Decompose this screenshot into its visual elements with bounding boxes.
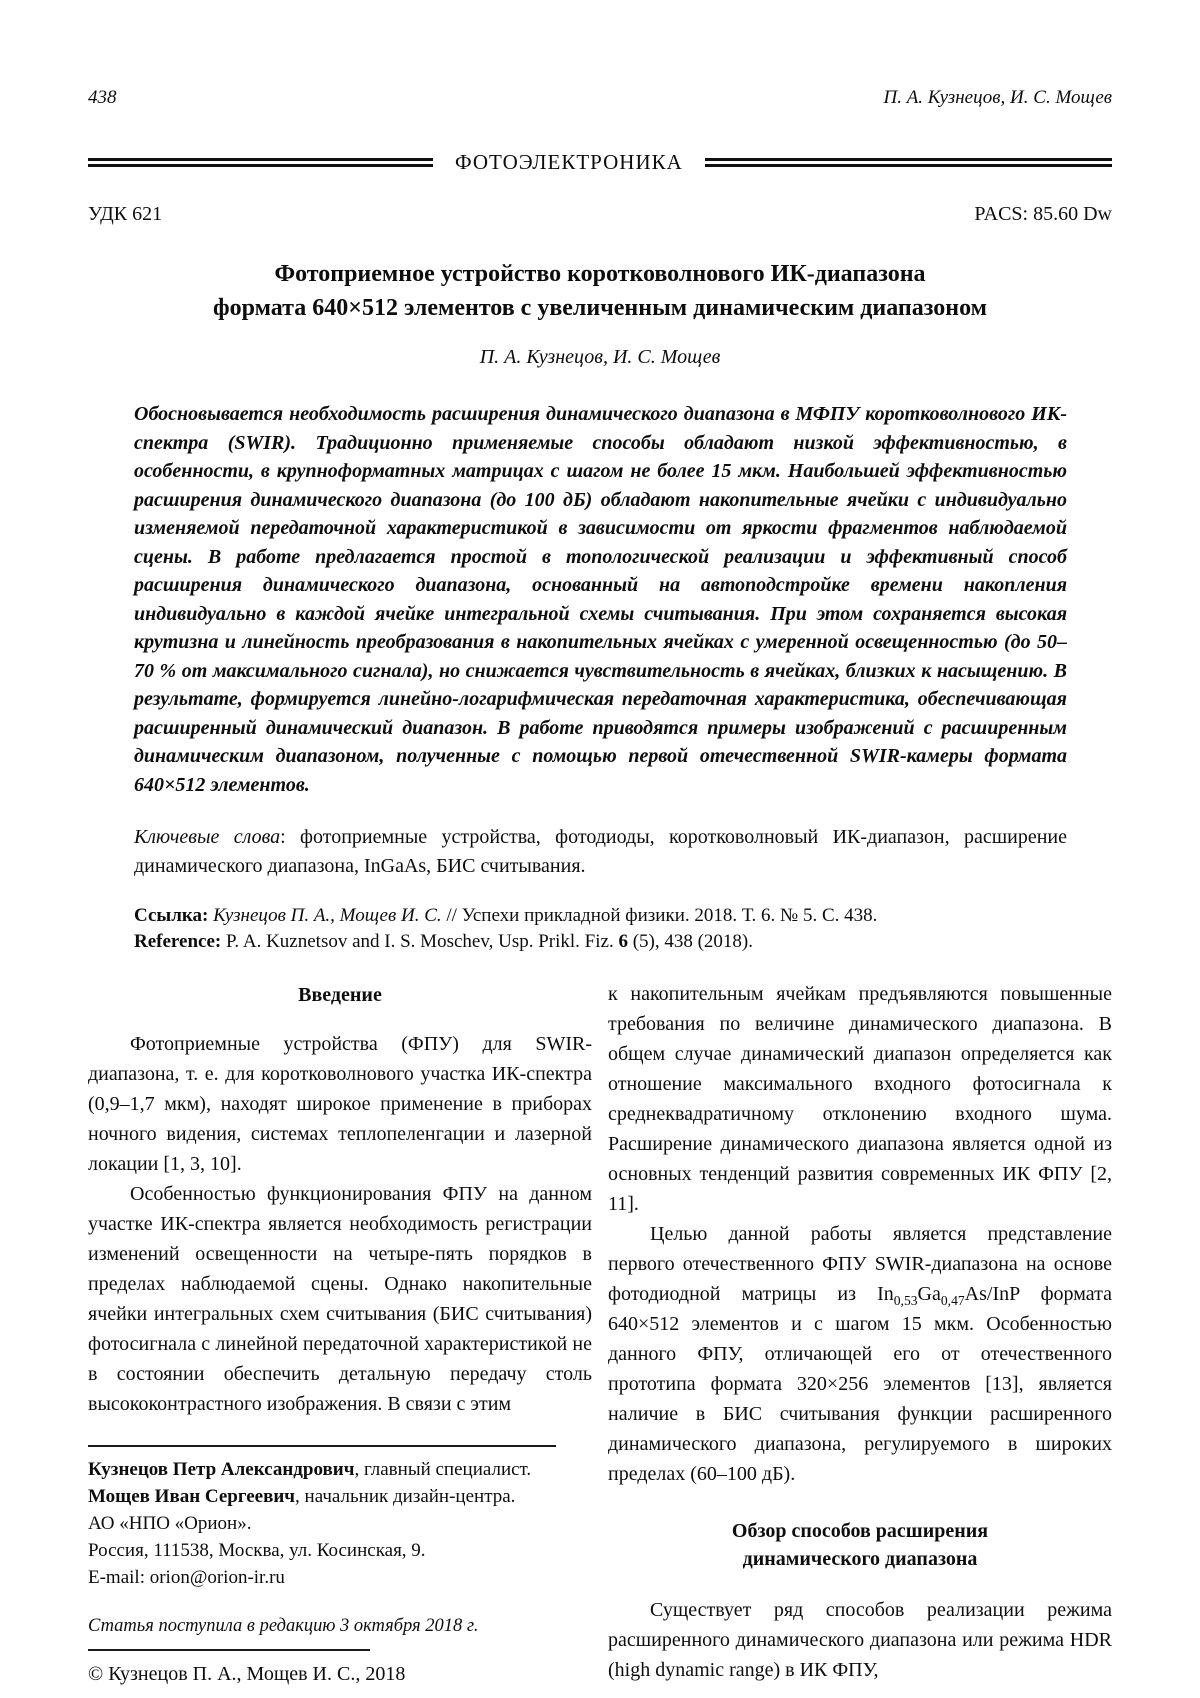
keywords-block xyxy=(134,823,1067,881)
article-title-line2: формата 640×512 элементов с увеличенным динамическим диапазоном xyxy=(213,295,987,321)
section-banner-title: ФОТОЭЛЕКТРОНИКА xyxy=(455,150,683,174)
column-right xyxy=(608,979,1112,1688)
paragraph-intro-1: Фотоприемные устройства (ФПУ) для SWIR-диапазона, т. е. для коротковолнового участка ИК-спектра (0,9–1,7 мкм), находят широкое применение в приборах ночного видения, системах теплопеленгации и лазерной локации [1, 3, 10]. xyxy=(88,1033,592,1175)
citation-en xyxy=(134,929,1067,955)
footnote-received-date: Статья поступила в редакцию 3 октября 2018 г. xyxy=(88,1616,479,1636)
footnote-author-2-role: , начальник дизайн-центра. xyxy=(295,1486,516,1507)
citation-en-authors: P. A. Kuznetsov and I. S. Moschev, Usp. Prikl. Fiz. xyxy=(221,931,619,952)
page-number: 438 xyxy=(88,87,117,108)
citation-en-volume: 6 xyxy=(618,931,628,952)
article-title xyxy=(88,257,1112,325)
footnote-organization: АО «НПО «Орион». xyxy=(88,1513,252,1534)
section-heading-overview-line2: динамического диапазона xyxy=(742,1548,978,1570)
footnote-author-2-name: Мощев Иван Сергеевич xyxy=(88,1486,296,1507)
paragraph-overview-1: Существует ряд способов реализации режима расширенного динамического диапазона или режима HDR (high dynamic range) в ИК ФПУ, xyxy=(608,1599,1112,1681)
footnote-copyright: © Кузнецов П. А., Мощев И. С., 2018 xyxy=(88,1663,406,1685)
paragraph-aim: Целью данной работы является представление первого отечественного ФПУ SWIR-диапазона на основе фотодиодной матрицы из $In_{0,53}Ga_{0,47}As$/InP формата 640×512 элементов и с шагом 15 мкм. Особенностью данного ФПУ, отличающей его от отечественного прототипа формата 320×256 элементов [13], является наличие в БИС считывания функции расширенного динамического диапазона, регулируемого в широких пределах (60–100 дБ). xyxy=(608,1223,1112,1485)
keywords-list: : фотоприемные устройства, фотодиоды, коротковолновый ИК-диапазон, расширение динамического диапазона, InGaAs, БИС считывания. xyxy=(134,826,1067,877)
keywords-label: Ключевые слова xyxy=(134,826,281,848)
footnote-author-2 xyxy=(88,1483,592,1510)
footnote-author-1 xyxy=(88,1456,592,1483)
two-column-body xyxy=(88,979,1112,1688)
abstract-text: Обосновывается необходимость расширения динамического диапазона в МФПУ коротковолнового ИК-спектра (SWIR). Традиционно применяемые способы обладают низкой эффективностью, в особенности, в крупноформатных матрицах с шагом не более 15 мкм. Наибольшей эффективностью расширения динамического диапазона (до 100 дБ) обладают накопительные ячейки с индивидуально изменяемой передаточной характеристикой в зависимости от яркости фрагментов наблюдаемой сцены. В работе предлагается простой в топологической реализации и эффективный способ расширения динамического диапазона, основанный на автоподстройке времени накопления индивидуально в каждой ячейке интегральной схемы считывания. При этом сохраняется высокая крутизна и линейность преобразования в накопительных ячейках с умеренной освещенностью (до 50–70 % от максимального сигнала), но снижается чувствительность в ячейках, близких к насыщению. В результате, формируется линейно-логарифмическая передаточная характеристика, обеспечивающая расширенный динамический диапазон. В работе приводятся примеры изображений с расширенным динамическим диапазоном, полученные с помощью первой отечественной SWIR-камеры формата 640×512 элементов. xyxy=(134,403,1067,796)
section-banner xyxy=(88,150,1112,175)
citations-block xyxy=(134,903,1067,955)
footnote-email: E-mail: orion@orion-ir.ru xyxy=(88,1567,285,1588)
footnote-copyright-rule xyxy=(88,1649,370,1651)
meta-row xyxy=(88,202,1112,227)
banner-rule-right xyxy=(705,158,1112,167)
footnote-author-1-role: , главный специалист. xyxy=(354,1459,532,1480)
citation-en-issue: (5), 438 (2018). xyxy=(627,931,754,952)
citation-ru-label: Ссылка: xyxy=(134,905,209,926)
citation-en-label: Reference: xyxy=(134,931,222,952)
paragraph-intro-continued: к накопительным ячейкам предъявляются повышенные требования по величине динамического диапазона. В общем случае динамический диапазон определяется как отношение максимального входного фотосигнала к среднеквадратичному отклонению входного шума. Расширение динамического диапазона является одной из основных тенденций развития современных ИК ФПУ [2, 11]. xyxy=(608,983,1112,1215)
udc-code: УДК 621 xyxy=(88,203,163,225)
column-left xyxy=(88,979,592,1688)
paragraph-intro-2: Особенностью функционирования ФПУ на данном участке ИК-спектра является необходимость регистрации изменений освещенности на четыре-пять порядков в пределах наблюдаемой сцены. Однако накопительные ячейки интегральных схем считывания (БИС считывания) фотосигнала с линейной передаточной характеристикой не в состоянии обеспечить детальную передачу столь высококонтрастного изображения. В связи с этим xyxy=(88,1183,592,1415)
running-header xyxy=(88,86,1112,110)
article-authors: П. А. Кузнецов, И. С. Мощев xyxy=(479,346,721,368)
citation-ru-authors: Кузнецов П. А., Мощев И. С. xyxy=(208,905,447,926)
article-title-line1: Фотоприемное устройство коротковолнового ИК-диапазона xyxy=(274,261,926,287)
footnote-rule xyxy=(88,1445,556,1447)
citation-ru xyxy=(134,903,1067,929)
footnote-address: Россия, 111538, Москва, ул. Косинская, 9. xyxy=(88,1540,426,1561)
footnote-author-1-name: Кузнецов Петр Александрович xyxy=(88,1459,355,1480)
banner-rule-left xyxy=(88,158,433,167)
author-footnote xyxy=(88,1445,592,1688)
section-heading-overview-line1: Обзор способов расширения xyxy=(731,1520,989,1542)
section-heading-overview xyxy=(608,1517,1112,1573)
citation-ru-source: // Успехи прикладной физики. 2018. Т. 6. № 5. С. 438. xyxy=(446,905,878,926)
running-authors: П. А. Кузнецов, И. С. Мощев xyxy=(883,87,1112,108)
section-heading-introduction: Введение xyxy=(298,984,382,1006)
pacs-code: PACS: 85.60 Dw xyxy=(974,203,1112,225)
